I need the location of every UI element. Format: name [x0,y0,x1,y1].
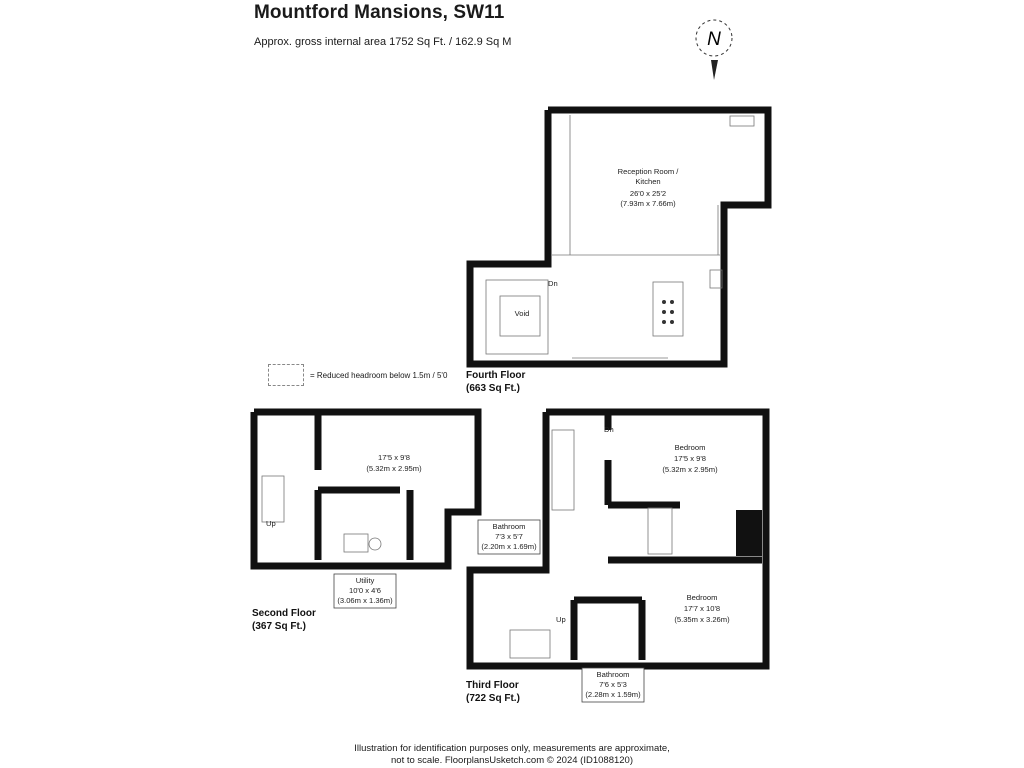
compass-icon [696,20,732,80]
third-floor-name: Third Floor [466,680,519,691]
second-floor-name: Second Floor [252,608,316,619]
bathroom1-name: Bathroom [492,522,526,531]
disclaimer-line-2: not to scale. FloorplansUsketch.com © 2024 (ID1088120) [391,755,633,766]
bathroom1-metric: (2.20m x 1.69m) [481,542,537,551]
bedroom1-imperial: 17'5 x 9'8 [673,454,707,463]
bathroom2-metric: (2.28m x 1.59m) [585,690,641,699]
fourth-floor-name: Fourth Floor [466,370,526,381]
second-room-imperial: 17'5 x 9'8 [377,453,411,462]
second-room-metric: (5.32m x 2.95m) [366,464,422,473]
fourth-floor-area: (663 Sq Ft.) [466,383,520,394]
area-summary: Approx. gross internal area 1752 Sq Ft. / 162.9 Sq M [254,36,512,48]
third-dn-label: Dn [604,425,614,434]
fourth-floor-plan [470,110,768,364]
disclaimer [300,743,724,767]
disclaimer-line-1: Illustration for identification purposes only, measurements are approximate, [354,743,670,754]
utility-metric: (3.06m x 1.36m) [337,596,393,605]
bathroom2-imperial: 7'6 x 5'3 [599,680,627,689]
reception-imperial: 26'0 x 25'2 [629,189,667,198]
reception-name-1: Reception Room / [617,167,679,176]
second-floor-area: (367 Sq Ft.) [252,621,306,632]
bedroom2-name: Bedroom [686,593,718,602]
third-up-label: Up [556,615,566,624]
bedroom2-imperial: 17'7 x 10'8 [683,604,721,613]
bathroom2-name: Bathroom [596,670,630,679]
fourth-dn-label: Dn [548,279,558,288]
second-up-label: Up [266,519,276,528]
second-floor-plan [254,412,478,566]
page-title: Mountford Mansions, SW11 [254,2,505,23]
bedroom1-metric: (5.32m x 2.95m) [662,465,718,474]
reception-metric: (7.93m x 7.66m) [620,199,676,208]
bedroom1-name: Bedroom [674,443,706,452]
void-label: Void [514,309,530,318]
bathroom1-imperial: 7'3 x 5'7 [495,532,523,541]
compass-letter: N [707,29,721,50]
legend-text: = Reduced headroom below 1.5m / 5'0 [310,370,448,380]
utility-name: Utility [355,576,375,585]
bedroom2-metric: (5.35m x 3.26m) [674,615,730,624]
reception-name-2: Kitchen [635,177,661,186]
third-floor-area: (722 Sq Ft.) [466,693,520,704]
utility-imperial: 10'0 x 4'6 [348,586,382,595]
